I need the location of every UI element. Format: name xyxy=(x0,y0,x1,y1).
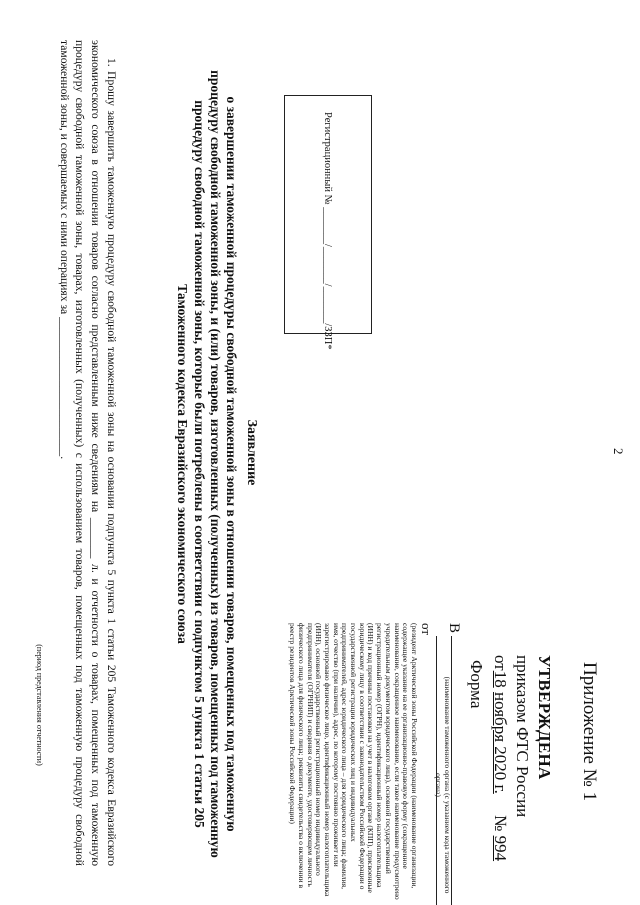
date-day: 18 xyxy=(491,670,510,688)
order-reference: приказом ФТС России xyxy=(513,655,532,818)
to-label: В xyxy=(446,623,462,634)
applicant-line xyxy=(436,636,437,905)
registration-separator-2: / xyxy=(322,283,333,287)
approved-heading: УТВЕРЖДЕНА xyxy=(535,655,554,780)
statement-title: Заявление xyxy=(244,419,259,486)
order-date xyxy=(490,655,510,861)
from-label: от xyxy=(419,623,434,636)
paragraph-1-text: 1. Прошу завершить таможенную процедуру свободной таможенной зоны на основании подпункта 5 пункта 1 статьи 205 Таможенного кодекса Евразийского экономического союза в отношении товаров согласно представленным ниже сведениям на _______ л. и отчетности о товарах, помещенных под таможенную процедуру свободной таможенной зоны, товарах, изготовленных (полученных) с использованием товаров, помещенных под таможенную процедуру свободной таможенной зоны, и совершаемых с ними операциях за ________________________. xyxy=(57,40,118,866)
order-number-label: № xyxy=(491,815,510,832)
page-number: 2 xyxy=(611,448,626,455)
applicant-hint: (резидент Арктической зоны Российской Федерации (наименование организации, содержащее указание на ее организационно-правовую форму (сокращенное наименование, сокращенное наименование, если такое наименование предусмотрено учредительным документом юридического лица), основной государственный регистрационный номер (ОГРН), идентификационный номер налогоплательщика (ИНН) и код причины постановки на учет в налоговом органе (КПП), присвоенные юридическому лицу в соответствии с законодательством Российской Федерации о государственной регистрации юридических лиц и индивидуальных предпринимателей, адрес юридического лица – для юридического лица; фамилия, имя, отчество (при наличии), адрес, по которому постоянно проживает или зарегистрировано физическое лицо, идентификационный номер налогоплательщика (ИНН), основной государственный регистрационный номер индивидуального предпринимателя (ОГРНИП) и сведения о документе, удостоверяющем личность физического лица для физического лица; реквизиты свидетельства о включении в реестр резидентов Арктической зоны Российской Федерации) xyxy=(288,623,419,900)
date-prefix: от xyxy=(491,655,510,671)
registration-blank-2: _______ xyxy=(322,246,333,284)
registration-label: Регистрационный № xyxy=(322,112,333,205)
period-hint: (период представления отчетности) xyxy=(35,644,44,766)
order-number: 994 xyxy=(491,835,510,862)
paragraph-1 xyxy=(56,40,119,866)
customs-authority-hint: (наименование таможенного органа (с указанием кода таможенного органа) xyxy=(434,676,452,894)
date-month-year: ноября 2020 г. xyxy=(491,691,510,794)
appendix-label: Приложение № 1 xyxy=(579,662,600,802)
registration-suffix: /ЗЗП* xyxy=(322,323,333,350)
statement-subject: о завершении таможенной процедуры свободной таможенной зоны в отношении товаров, помещенных под таможенную процедуру свободной таможенной зоны, и (или) товаров, изготовленных (полученных) из товаров, помещенных под таможенную процедуру свободной таможенной зоны, которые были потреблены в соответствии с подпунктом 5 пункта 1 статьи 205 Таможенного кодекса Евразийского экономического союза xyxy=(175,70,239,858)
form-label: Форма xyxy=(467,660,486,709)
registration-blank-3: _______ xyxy=(322,286,333,324)
registration-number xyxy=(322,112,333,350)
registration-blank-1: _______ xyxy=(322,207,333,244)
registration-separator-1: / xyxy=(322,244,333,247)
